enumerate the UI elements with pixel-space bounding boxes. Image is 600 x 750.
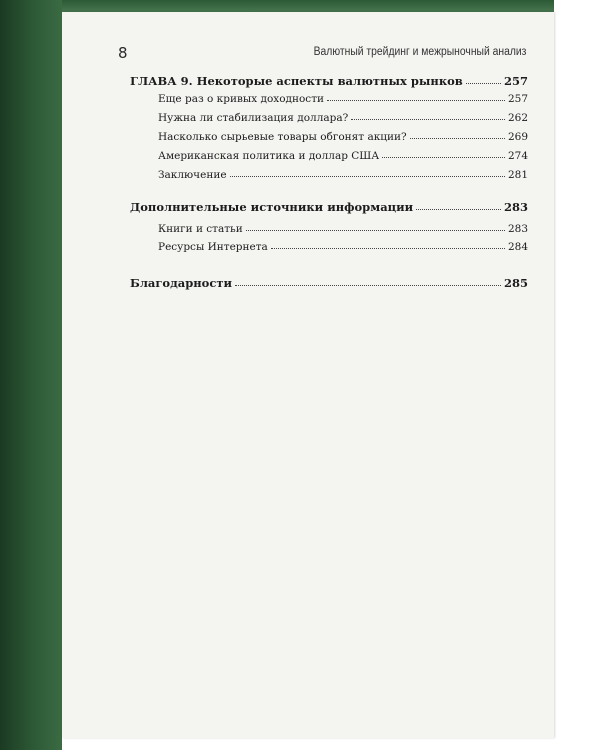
toc-entry-books-articles[interactable]: [158, 223, 528, 235]
dot-leader: [230, 176, 505, 177]
dot-leader: [235, 285, 501, 286]
toc-entry-title: Книги и статьи: [158, 223, 243, 235]
toc-entry-page: 274: [507, 150, 528, 162]
toc-entry-title: Насколько сырьевые товары обгонят акции?: [158, 131, 407, 143]
toc-entry-acknowledgements[interactable]: [130, 276, 528, 290]
book-spine-edge: [0, 0, 62, 750]
toc-entry-title: Нужна ли стабилизация доллара?: [158, 112, 349, 124]
toc-entry-page: 257: [507, 93, 528, 105]
toc-entry-page: 262: [507, 112, 528, 124]
dot-leader: [327, 100, 505, 101]
toc-entry-title: Заключение: [158, 169, 227, 181]
toc-entry-internet-resources[interactable]: [158, 241, 528, 253]
dot-leader: [466, 83, 501, 84]
toc-entry-additional-sources[interactable]: [130, 200, 528, 214]
page-header: [118, 44, 526, 66]
book-page: [62, 12, 554, 738]
toc-entry-title: Еще раз о кривых доходности: [158, 93, 324, 105]
toc-entry-commodities-vs-stocks[interactable]: [158, 131, 528, 143]
toc-entry-yield-curves[interactable]: [158, 93, 528, 105]
dot-leader: [410, 138, 505, 139]
toc-entry-page: 285: [503, 276, 528, 290]
dot-leader: [351, 119, 505, 120]
dot-leader: [382, 157, 505, 158]
toc-entry-us-policy-dollar[interactable]: [158, 150, 528, 162]
toc-entry-title: ГЛАВА 9. Некоторые аспекты валютных рынков: [130, 74, 463, 88]
toc-entry-title: Дополнительные источники информации: [130, 200, 414, 214]
toc-entry-title: Ресурсы Интернета: [158, 241, 268, 253]
dot-leader: [246, 230, 505, 231]
toc-entry-page: 283: [503, 200, 528, 214]
toc-entry-conclusion[interactable]: [158, 169, 528, 181]
toc-entry-page: 257: [503, 74, 528, 88]
toc-entry-page: 269: [507, 131, 528, 143]
toc-entry-dollar-stabilization[interactable]: [158, 112, 528, 124]
page-number: 8: [118, 44, 128, 62]
toc-entry-page: 284: [507, 241, 528, 253]
dot-leader: [416, 209, 501, 210]
background-margin: [554, 0, 600, 750]
toc-entry-page: 281: [507, 169, 528, 181]
running-title: Валютный трейдинг и межрыночный анализ: [313, 46, 526, 58]
toc-entry-title: Американская политика и доллар США: [158, 150, 380, 162]
toc-entry-chapter9[interactable]: [130, 74, 528, 88]
toc-entry-title: Благодарности: [130, 276, 233, 290]
toc-entry-page: 283: [507, 223, 528, 235]
dot-leader: [271, 248, 505, 249]
